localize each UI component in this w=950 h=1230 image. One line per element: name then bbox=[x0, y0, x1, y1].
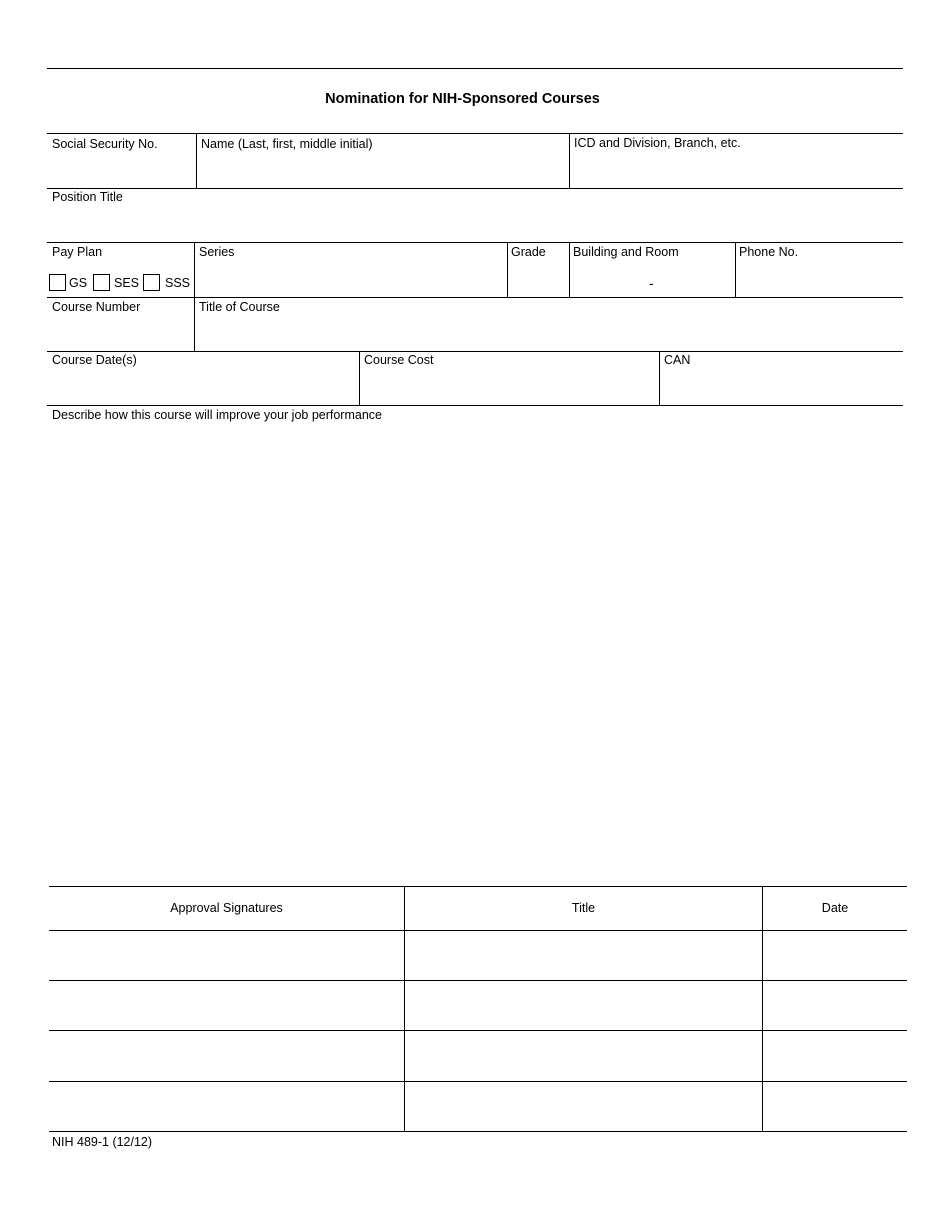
phone-field[interactable] bbox=[737, 260, 901, 295]
icd-field[interactable] bbox=[571, 152, 901, 186]
table-col-divider-2 bbox=[762, 886, 763, 1132]
approval-title-cell[interactable] bbox=[406, 932, 760, 978]
approval-title-cell[interactable] bbox=[406, 982, 760, 1028]
grade-field[interactable] bbox=[509, 260, 567, 295]
describe-label: Describe how this course will improve your job performance bbox=[52, 408, 382, 422]
building-room-separator: - bbox=[649, 275, 654, 291]
table-col-divider-1 bbox=[404, 886, 405, 1132]
gs-checkbox[interactable] bbox=[49, 274, 66, 291]
row6-top-rule bbox=[47, 405, 903, 406]
date-header: Date bbox=[821, 901, 849, 915]
title-header: Title bbox=[571, 901, 596, 915]
form-number: NIH 489-1 (12/12) bbox=[52, 1135, 153, 1149]
ses-label: SES bbox=[114, 276, 140, 290]
row3-divider-1 bbox=[194, 242, 195, 297]
can-label: CAN bbox=[664, 353, 691, 367]
approval-signature-cell[interactable] bbox=[50, 932, 402, 978]
approval-title-cell[interactable] bbox=[406, 1083, 760, 1129]
row1-top-rule bbox=[47, 133, 903, 134]
table-row-rule-1 bbox=[49, 930, 907, 931]
table-top-rule bbox=[49, 886, 907, 887]
series-label: Series bbox=[199, 245, 235, 259]
row3-divider-4 bbox=[735, 242, 736, 297]
course-number-field[interactable] bbox=[48, 316, 192, 349]
ssn-field[interactable] bbox=[48, 152, 194, 186]
name-field[interactable] bbox=[198, 152, 567, 186]
table-row-rule-2 bbox=[49, 980, 907, 981]
approval-signatures-header: Approval Signatures bbox=[170, 901, 283, 915]
position-title-label: Position Title bbox=[52, 190, 123, 204]
building-room-label: Building and Room bbox=[573, 245, 679, 259]
grade-label: Grade bbox=[511, 245, 546, 259]
row5-divider-1 bbox=[359, 351, 360, 406]
course-number-label: Course Number bbox=[52, 300, 141, 314]
building-field[interactable] bbox=[571, 260, 649, 295]
approval-date-cell[interactable] bbox=[764, 1032, 906, 1079]
pay-plan-label: Pay Plan bbox=[52, 245, 103, 259]
describe-textarea[interactable] bbox=[48, 425, 901, 880]
approval-date-cell[interactable] bbox=[764, 1083, 906, 1129]
course-cost-label: Course Cost bbox=[364, 353, 434, 367]
approval-signature-cell[interactable] bbox=[50, 1083, 402, 1129]
row3-divider-3 bbox=[569, 242, 570, 297]
can-field[interactable] bbox=[661, 369, 901, 404]
ssn-label: Social Security No. bbox=[52, 137, 158, 151]
course-dates-field[interactable] bbox=[48, 369, 357, 404]
row5-top-rule bbox=[47, 351, 903, 352]
row5-divider-2 bbox=[659, 351, 660, 406]
table-row-rule-3 bbox=[49, 1030, 907, 1031]
table-row-rule-4 bbox=[49, 1081, 907, 1082]
course-cost-field[interactable] bbox=[361, 369, 657, 404]
row4-divider-1 bbox=[194, 297, 195, 351]
form-title: Nomination for NIH-Sponsored Courses bbox=[325, 91, 600, 107]
row2-top-rule bbox=[47, 188, 903, 189]
sss-label: SSS bbox=[165, 276, 191, 290]
course-title-label: Title of Course bbox=[199, 300, 280, 314]
icd-label: ICD and Division, Branch, etc. bbox=[574, 136, 741, 150]
approval-date-cell[interactable] bbox=[764, 932, 906, 978]
approval-title-cell[interactable] bbox=[406, 1032, 760, 1079]
row4-top-rule bbox=[47, 297, 903, 298]
room-field[interactable] bbox=[659, 260, 733, 295]
row3-top-rule bbox=[47, 242, 903, 243]
sss-checkbox[interactable] bbox=[143, 274, 160, 291]
row3-divider-2 bbox=[507, 242, 508, 297]
phone-label: Phone No. bbox=[739, 245, 799, 259]
row1-divider-1 bbox=[196, 133, 197, 188]
series-field[interactable] bbox=[196, 260, 505, 295]
approval-date-cell[interactable] bbox=[764, 982, 906, 1028]
top-rule bbox=[47, 68, 903, 69]
row1-divider-2 bbox=[569, 133, 570, 188]
name-label: Name (Last, first, middle initial) bbox=[201, 137, 373, 151]
position-title-field[interactable] bbox=[48, 206, 901, 240]
table-bottom-rule bbox=[49, 1131, 907, 1132]
course-dates-label: Course Date(s) bbox=[52, 353, 137, 367]
approval-signature-cell[interactable] bbox=[50, 1032, 402, 1079]
gs-label: GS bbox=[69, 276, 88, 290]
course-title-field[interactable] bbox=[196, 316, 901, 349]
ses-checkbox[interactable] bbox=[93, 274, 110, 291]
approval-signature-cell[interactable] bbox=[50, 982, 402, 1028]
